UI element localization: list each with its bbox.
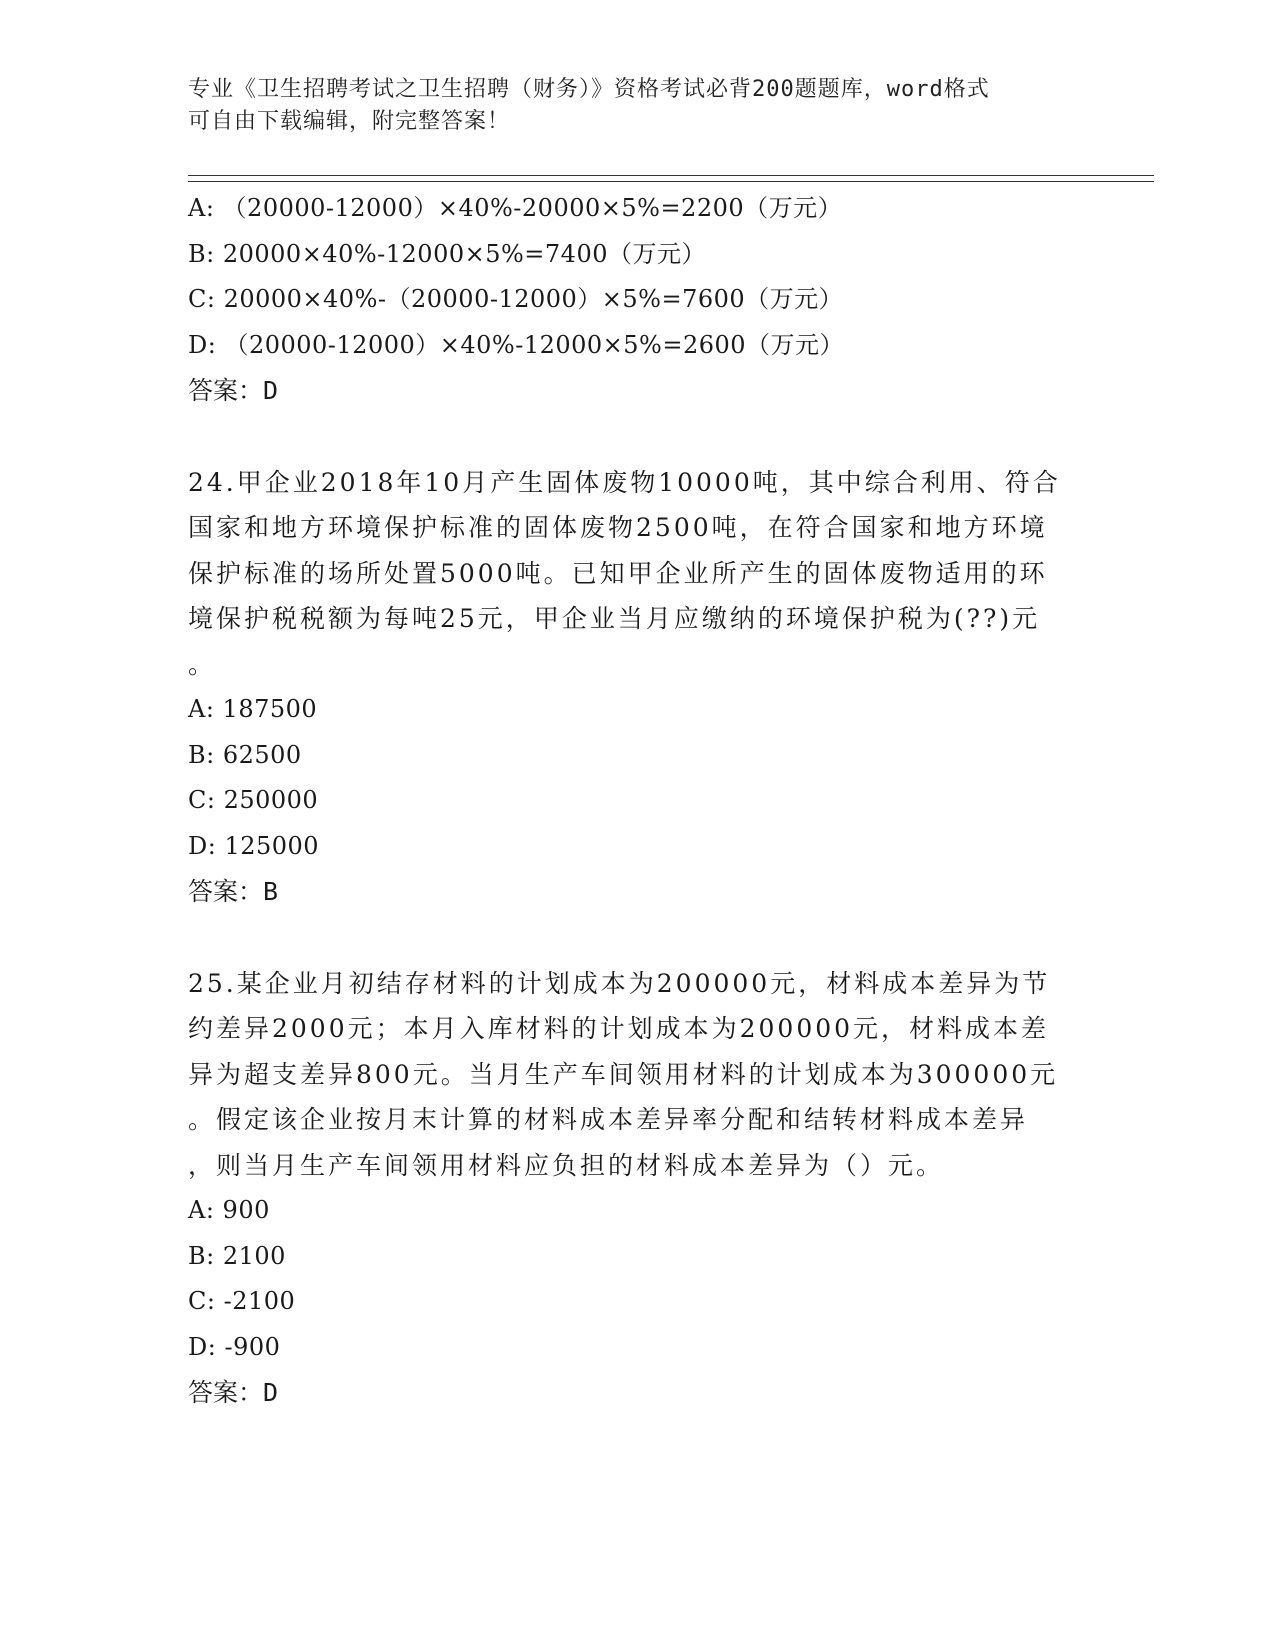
option-d: D: （20000-12000）×40%-12000×5%=2600（万元）	[188, 330, 845, 359]
question-24-options	[188, 687, 1088, 869]
header-line-2: 可自由下载编辑，附完整答案！	[188, 109, 511, 134]
question-24-text	[188, 460, 1088, 688]
option-b: B: 2100	[188, 1241, 286, 1270]
option-a: A: 900	[188, 1196, 270, 1224]
question-line: ，则当月生产车间领用材料应负担的材料成本差异为（）元。	[188, 1150, 945, 1180]
option-c: C: -2100	[188, 1287, 296, 1315]
question-25-options	[188, 1188, 1088, 1370]
spacer	[188, 414, 1088, 460]
question-line: 25.某企业月初结存材料的计划成本为200000元，材料成本差异为节	[188, 968, 1051, 998]
question-line: 保护标准的场所处置5000吨。已知甲企业所产生的固体废物适用的环	[188, 558, 1048, 588]
header-divider-top	[188, 175, 1154, 176]
question-line: 异为超支差异800元。当月生产车间领用材料的计划成本为300000元	[188, 1059, 1059, 1089]
question-24-answer: 答案：B	[188, 877, 279, 906]
option-b: B: 62500	[188, 740, 302, 769]
option-c: C: 20000×40%-（20000-12000）×5%=7600（万元）	[188, 285, 844, 313]
header-divider-bottom	[188, 181, 1154, 182]
question-25-answer: 答案：D	[188, 1378, 279, 1407]
option-d: D: 125000	[188, 831, 320, 860]
question-line: 约差异2000元；本月入库材料的计划成本为200000元，材料成本差	[188, 1014, 1050, 1043]
header-line-1: 专业《卫生招聘考试之卫生招聘（财务）》资格考试必背200题题库，word格式	[188, 77, 990, 102]
question-line: 境保护税税额为每吨25元，甲企业当月应缴纳的环境保护税为(??)元	[188, 604, 1041, 633]
document-header	[188, 74, 1068, 138]
question-25-text	[188, 961, 1088, 1189]
document-body	[188, 186, 1088, 1416]
option-a: A: 187500	[188, 695, 318, 723]
option-b: B: 20000×40%-12000×5%=7400（万元）	[188, 239, 706, 268]
question-23-answer: 答案：D	[188, 376, 279, 405]
option-c: C: 250000	[188, 786, 319, 814]
question-line: 。假定该企业按月末计算的材料成本差异率分配和结转材料成本差异	[188, 1105, 1029, 1134]
option-d: D: -900	[188, 1332, 281, 1361]
question-line: 。	[188, 649, 217, 679]
question-line: 24.甲企业2018年10月产生固体废物10000吨，其中综合利用、符合	[188, 467, 1061, 497]
question-line: 国家和地方环境保护标准的固体废物2500吨，在符合国家和地方环境	[188, 513, 1048, 542]
spacer	[188, 915, 1088, 961]
question-23-options	[188, 186, 1088, 368]
option-a: A: （20000-12000）×40%-20000×5%=2200（万元）	[188, 194, 843, 222]
